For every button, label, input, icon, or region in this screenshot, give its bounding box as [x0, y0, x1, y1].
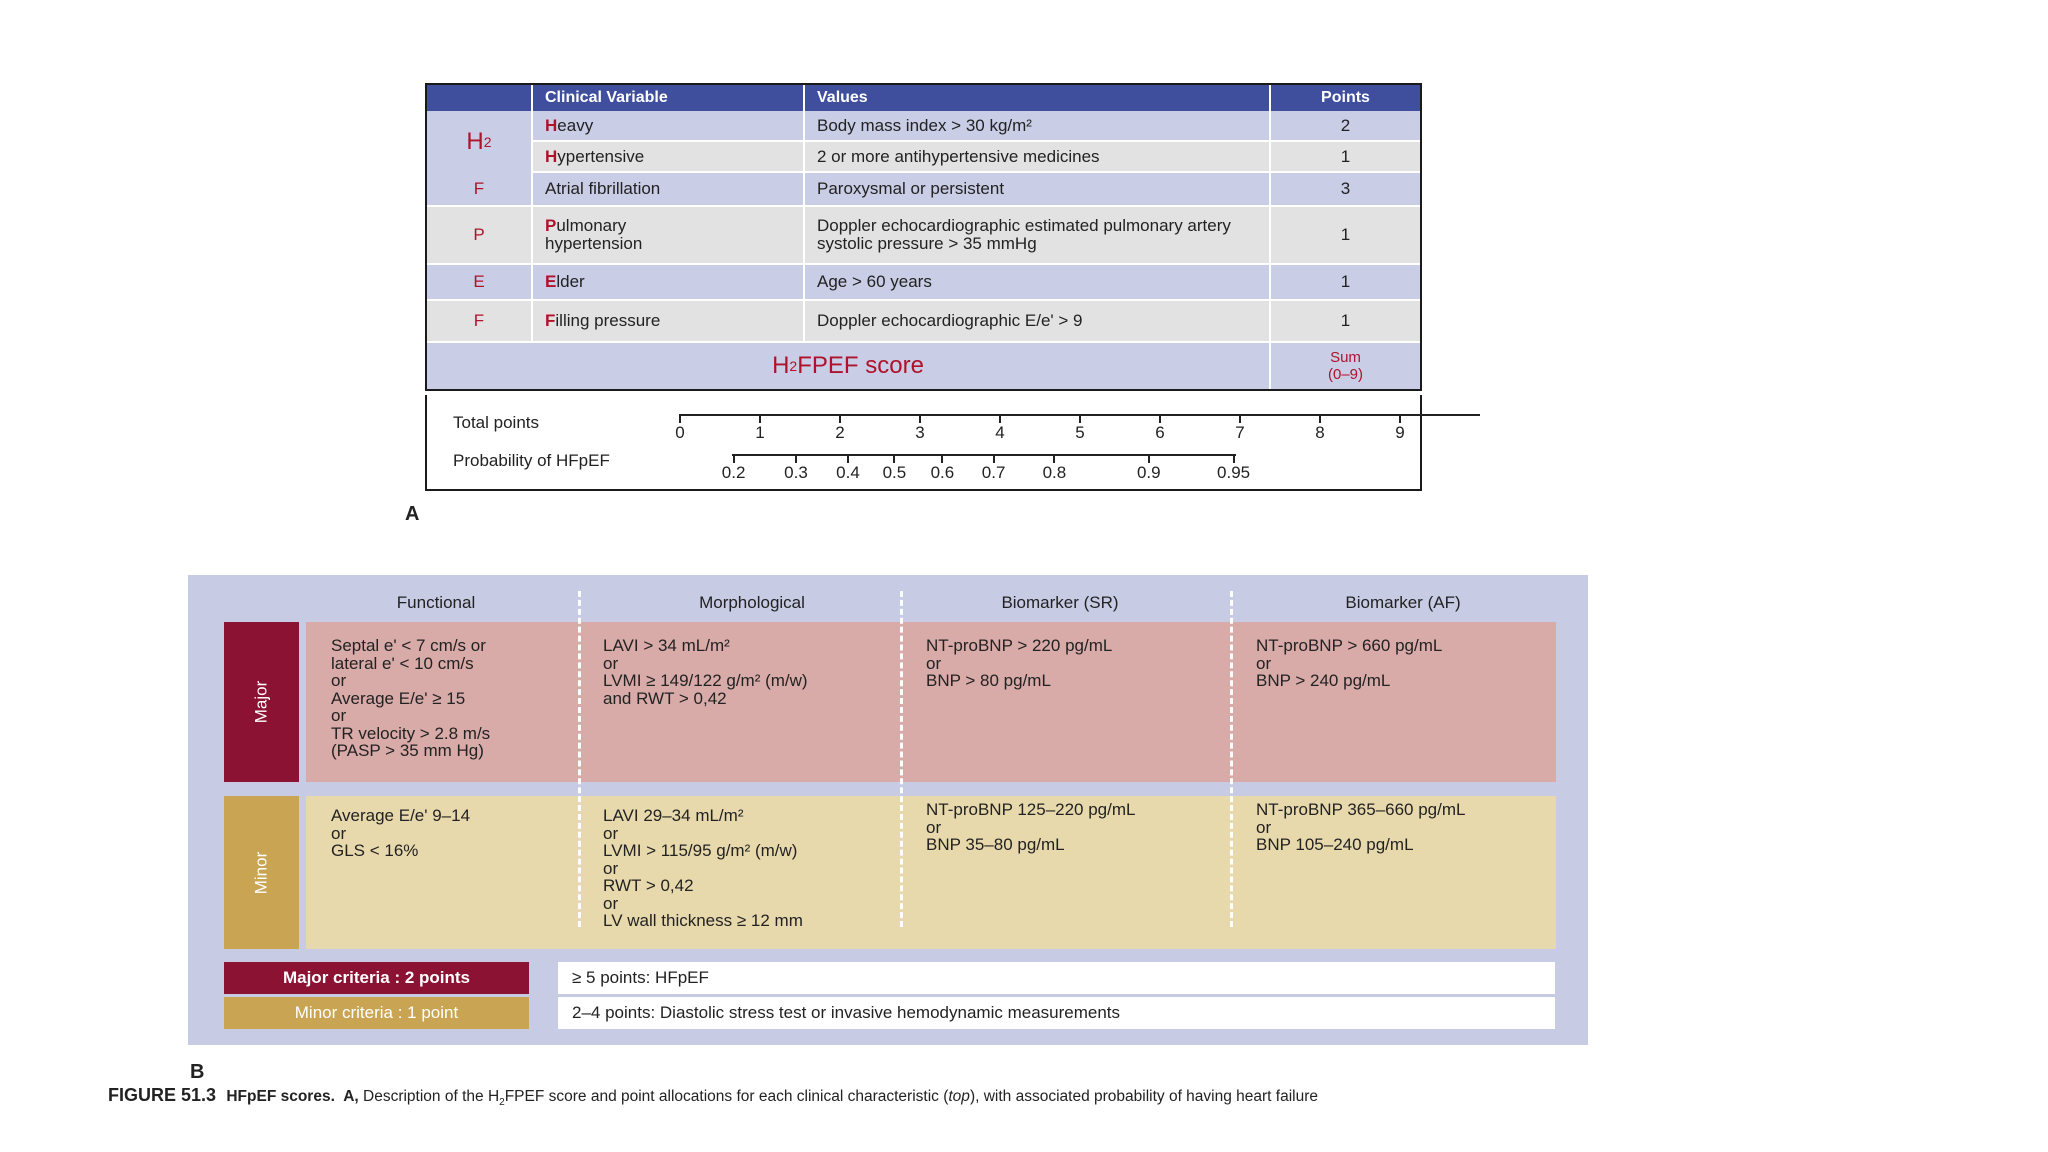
- figure-number: FIGURE 51.3: [108, 1085, 217, 1105]
- probability-tick-label: 0.5: [882, 463, 907, 482]
- value-heavy: Body mass index > 30 kg/m²: [805, 111, 1271, 142]
- minor-tag: [224, 796, 299, 949]
- probability-tick: [893, 454, 895, 463]
- minor-label: Minor: [251, 851, 271, 894]
- major-tag: [224, 622, 299, 782]
- points-tick-label: 7: [1235, 423, 1245, 442]
- probability-tick-label: 0.4: [836, 463, 860, 482]
- points-tick-label: 4: [995, 423, 1005, 442]
- points-elder: 1: [1271, 265, 1420, 301]
- figure-title: HFpEF scores.: [226, 1088, 335, 1105]
- caption-text: Description of the H: [363, 1088, 500, 1105]
- probability-tick: [1053, 454, 1055, 463]
- column-divider: [1230, 591, 1233, 927]
- header-clinical-variable: Clinical Variable: [533, 85, 805, 111]
- points-tick-label: 5: [1075, 423, 1085, 442]
- points-tick-label: 6: [1155, 423, 1165, 442]
- var-filling: F illing pressure: [533, 301, 805, 343]
- value-filling: Doppler echocardiographic E/e' > 9: [805, 301, 1271, 343]
- points-tick-label: 9: [1395, 423, 1405, 442]
- minor-functional: Average E/e' 9–14 or GLS < 16%: [331, 806, 471, 860]
- value-hypertensive: 2 or more antihypertensive medicines: [805, 142, 1271, 173]
- points-tick: [1239, 414, 1241, 423]
- points-tick-label: 1: [755, 423, 765, 442]
- header-values: Values: [805, 85, 1271, 111]
- probability-tick-label: 0.8: [1042, 463, 1067, 482]
- column-biomarker-af: Biomarker (AF): [1345, 593, 1461, 612]
- header-points: Points: [1321, 89, 1370, 106]
- table-row-hypertensive: [533, 142, 1420, 173]
- column-divider: [578, 591, 581, 927]
- probability-tick-label: 0.9: [1136, 463, 1161, 482]
- table-header-row: [427, 85, 1420, 111]
- value-pulmonary: Doppler echocardiographic estimated pulmonary artery systolic pressure > 35 mmHg: [805, 207, 1271, 265]
- points-tick-label: 2: [835, 423, 845, 442]
- probability-tick-label: 0.3: [784, 463, 808, 482]
- points-hypertensive: 1: [1271, 142, 1420, 173]
- value-af: Paroxysmal or persistent: [805, 173, 1271, 207]
- panel-b-label: B: [190, 1061, 205, 1083]
- caption-sub: 2: [499, 1097, 505, 1109]
- points-pulmonary: 1: [1271, 207, 1420, 265]
- h2fpef-table: [425, 83, 1422, 391]
- score-sum: [1271, 343, 1420, 389]
- points-heavy: 2: [1271, 111, 1420, 142]
- points-tick-label: 8: [1315, 423, 1325, 442]
- table-row-pulmonary: [427, 207, 1420, 265]
- probability-tick-label: 0.7: [981, 463, 1006, 482]
- major-criteria-key: Major criteria : 2 points: [224, 962, 529, 994]
- hfa-peff-panel: [188, 575, 1588, 1045]
- points-tick-label: 0: [675, 423, 685, 442]
- var-hypertensive: H ypertensive: [533, 142, 805, 173]
- table-row-score: [427, 343, 1420, 389]
- major-biomarker-sr: NT-proBNP > 220 pg/mL or BNP > 80 pg/mL: [926, 636, 1113, 690]
- probability-tick-label: 0.95: [1217, 463, 1251, 482]
- var-pulmonary: Pulmonary hypertension: [533, 207, 805, 265]
- points-tick: [1399, 414, 1401, 423]
- probability-tick-label: 0.2: [721, 463, 746, 482]
- caption-text-c: ), with associated probability of having heart failure: [969, 1088, 1319, 1105]
- column-biomarker-sr: Biomarker (SR): [1001, 593, 1119, 612]
- probability-scale: [425, 395, 1422, 491]
- column-divider: [900, 591, 903, 927]
- letter-e: E: [427, 265, 533, 301]
- minor-criteria-key: Minor criteria : 1 point: [224, 997, 529, 1029]
- probability-axis: [732, 454, 1236, 456]
- letter-p: P: [427, 207, 533, 265]
- letter-h-sub: 2: [483, 134, 492, 150]
- major-functional: Septal e' < 7 cm/s or lateral e' < 10 cm/s or Average E/e' ≥ 15 or TR velocity > 2.8 m/s (PASP > 35 mm Hg): [331, 636, 491, 760]
- header-blank: [427, 85, 533, 111]
- points-tick: [1079, 414, 1081, 423]
- points-af: 3: [1271, 173, 1420, 207]
- points-tick: [1159, 414, 1161, 423]
- intermediate-threshold: 2–4 points: Diastolic stress test or invasive hemodynamic measurements: [558, 997, 1555, 1029]
- probability-tick: [993, 454, 995, 463]
- var-af: Atrial fibrillation: [533, 173, 805, 207]
- points-tick: [1319, 414, 1321, 423]
- table-row-af: [427, 173, 1420, 207]
- value-elder: Age > 60 years: [805, 265, 1271, 301]
- var-elder: E lder: [533, 265, 805, 301]
- points-tick: [679, 414, 681, 423]
- letter-f-af: F: [427, 173, 533, 207]
- points-tick: [759, 414, 761, 423]
- caption-text-b: FPEF score and point allocations for each clinical characteristic (: [504, 1088, 949, 1105]
- points-tick-label: 3: [915, 423, 925, 442]
- points-filling: 1: [1271, 301, 1420, 343]
- major-label: Major: [251, 680, 271, 724]
- probability-tick: [795, 454, 797, 463]
- major-biomarker-af: NT-proBNP > 660 pg/mL or BNP > 240 pg/mL: [1256, 636, 1443, 690]
- column-functional: Functional: [396, 593, 476, 612]
- letter-h2: [427, 111, 531, 175]
- probability-tick: [1148, 454, 1150, 463]
- panel-a-label: A: [405, 503, 420, 525]
- table-row-elder: [427, 265, 1420, 301]
- sum-label: Sum: [1330, 349, 1361, 366]
- points-tick: [919, 414, 921, 423]
- minor-biomarker-sr: NT-proBNP 125–220 pg/mL or BNP 35–80 pg/mL: [926, 800, 1136, 854]
- probability-tick: [733, 454, 735, 463]
- figure-caption: [108, 1085, 1318, 1108]
- minor-morphological: LAVI 29–34 mL/m² or LVMI > 115/95 g/m² (m/w) or RWT > 0,42 or LV wall thickness ≥ 12 mm: [603, 806, 803, 930]
- score-title: H 2 FPEF score: [427, 343, 1271, 389]
- sum-range: (0–9): [1327, 366, 1364, 383]
- minor-biomarker-af: NT-proBNP 365–660 pg/mL or BNP 105–240 pg/mL: [1256, 800, 1466, 854]
- table-row-heavy: [533, 111, 1420, 142]
- points-tick: [999, 414, 1001, 423]
- points-tick: [839, 414, 841, 423]
- caption-italic: top: [948, 1088, 970, 1105]
- hfpef-threshold: ≥ 5 points: HFpEF: [558, 962, 1555, 994]
- probability-tick-label: 0.6: [930, 463, 955, 482]
- var-heavy: H eavy: [533, 111, 805, 142]
- probability-tick: [1233, 454, 1235, 463]
- letter-f-filling: F: [427, 301, 533, 343]
- total-points-label: Total points: [453, 413, 539, 432]
- figure-part: A,: [343, 1088, 359, 1105]
- major-morphological: LAVI > 34 mL/m² or LVMI ≥ 149/122 g/m² (m/w) and RWT > 0,42: [603, 636, 808, 708]
- probability-tick: [847, 454, 849, 463]
- column-morphological: Morphological: [699, 593, 805, 612]
- probability-tick: [941, 454, 943, 463]
- letter-h: H: [466, 128, 484, 155]
- table-row-filling: [427, 301, 1420, 343]
- probability-label: Probability of HFpEF: [453, 451, 610, 470]
